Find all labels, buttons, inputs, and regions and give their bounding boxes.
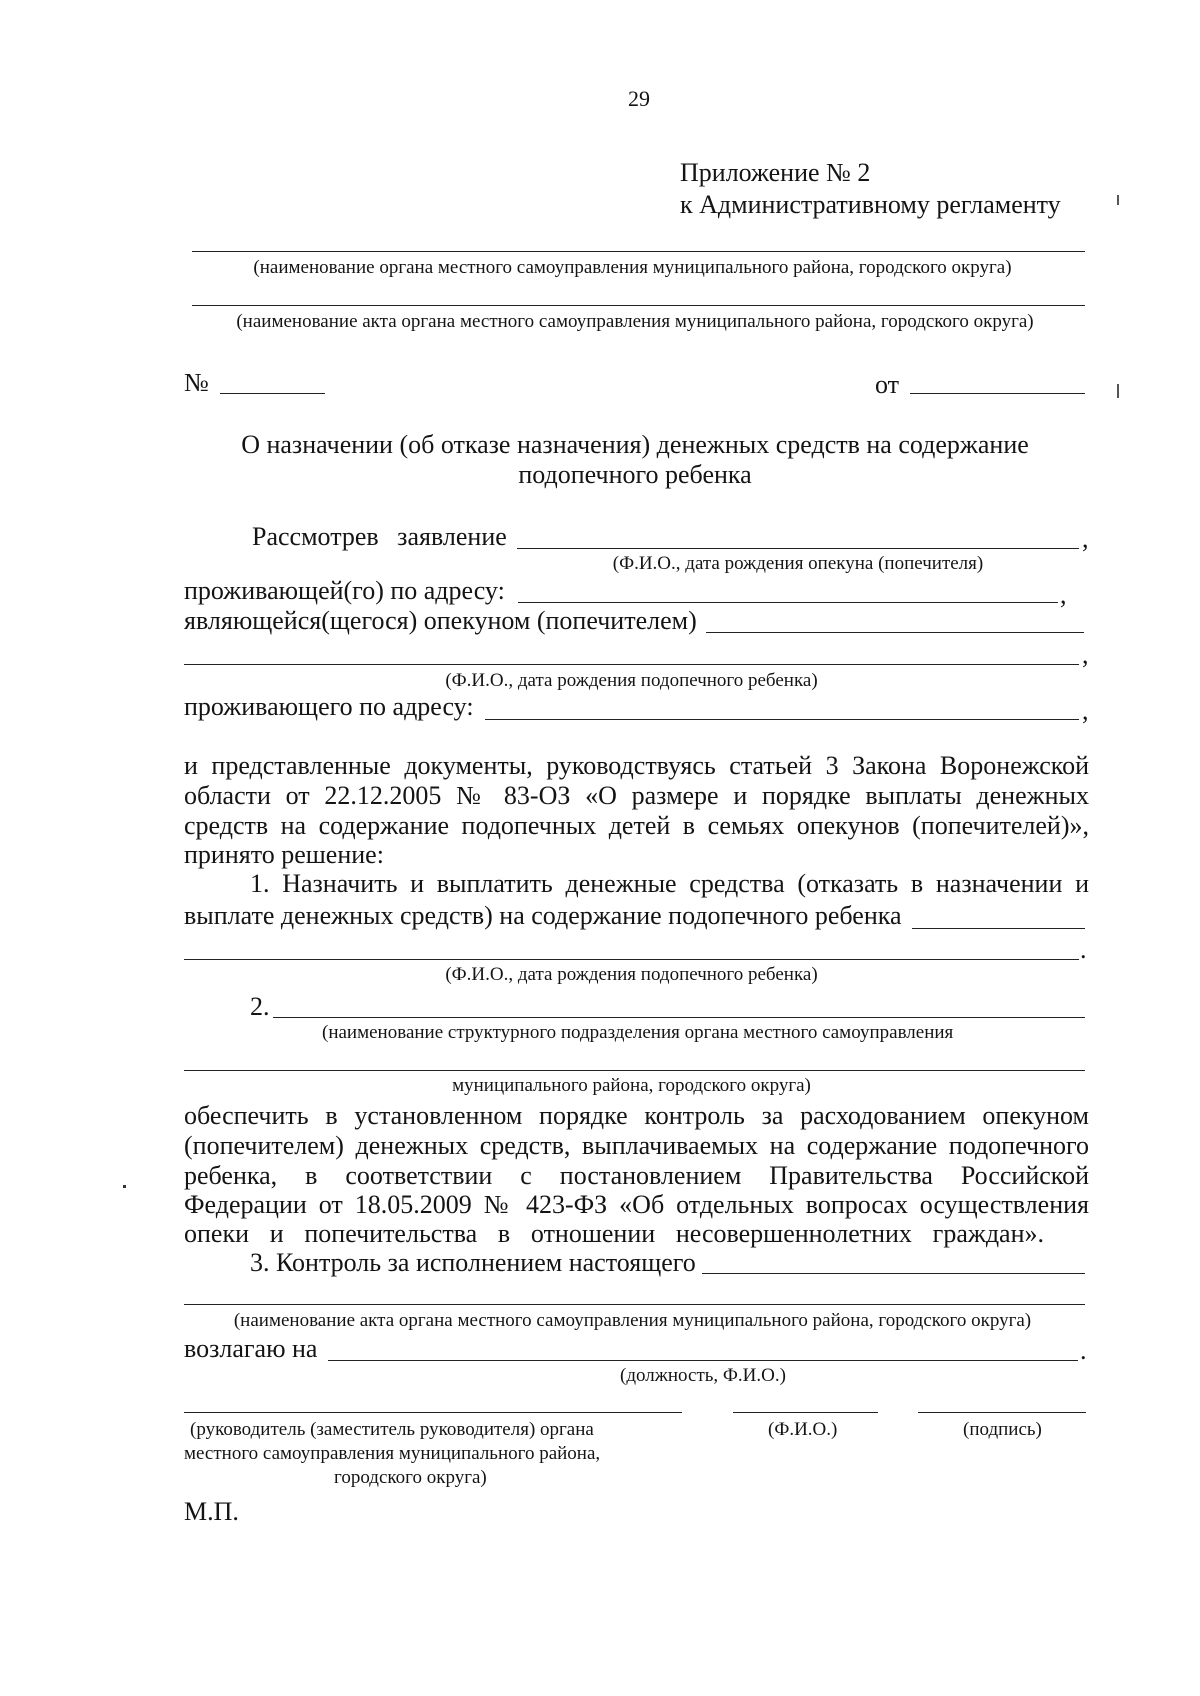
period: . — [1080, 1336, 1087, 1365]
item-1-child-line — [912, 928, 1085, 929]
item-1-line1: 1. Назначить и выплатить денежные средства (отказать в назначении и — [250, 869, 1089, 898]
assign-line — [328, 1360, 1078, 1361]
comma: , — [1060, 580, 1067, 609]
head-signature-line — [184, 1412, 682, 1413]
sign-signature-line — [918, 1412, 1086, 1413]
fio-signature-line — [733, 1412, 878, 1413]
item-3-text: 3. Контроль за исполнением настоящего — [250, 1248, 696, 1277]
item-1-child-line2 — [184, 959, 1079, 960]
head-caption-line2: местного самоуправления муниципального района, — [184, 1443, 601, 1464]
considered-text: Рассмотрев заявление — [252, 522, 507, 551]
stamp-place: М.П. — [184, 1497, 239, 1526]
guardian-address-line — [518, 602, 1058, 603]
date-line — [910, 393, 1085, 394]
subdivision-caption-1: (наименование структурного подразделения органа местного самоуправления — [322, 1022, 954, 1043]
guardian-line — [517, 548, 1079, 549]
item-2-number: 2. — [250, 992, 270, 1021]
item-2-line2 — [184, 1070, 1085, 1071]
comma: , — [1082, 524, 1089, 553]
being-guardian-text: являющейся(щегося) опекуном (попечителем) — [184, 606, 697, 635]
number-label: № — [184, 368, 209, 397]
paragraph-line: и представленные документы, руководствуясь статьей 3 Закона Воронежской — [184, 751, 1089, 780]
guardian-caption: (Ф.И.О., дата рождения опекуна (попечителя) — [612, 553, 984, 574]
item-3-line2 — [184, 1304, 1085, 1305]
fio-caption: (Ф.И.О.) — [768, 1419, 838, 1440]
sign-caption: (подпись) — [963, 1419, 1042, 1440]
paragraph-line: (попечителем) денежных средств, выплачиваемых на содержание подопечного — [184, 1131, 1089, 1160]
paragraph-line: опеки и попечительства в отношении несовершеннолетних граждан». — [184, 1219, 1044, 1248]
act-name-caption-2: (наименование акта органа местного самоуправления муниципального района, городского округа) — [233, 1310, 1032, 1331]
date-label: от — [875, 370, 900, 399]
assign-text: возлагаю на — [184, 1334, 318, 1363]
head-caption-line3: городского округа) — [334, 1467, 487, 1488]
act-name-line — [192, 305, 1085, 306]
act-name-caption: (наименование акта органа местного самоуправления муниципального района, городского округа) — [236, 311, 1034, 332]
org-name-line — [192, 251, 1085, 252]
child-caption-2: (Ф.И.О., дата рождения подопечного ребенка) — [445, 964, 818, 985]
being-guardian-line — [706, 632, 1084, 633]
paragraph-line: ребенка, в соответствии с постановлением Правительства Российской — [184, 1161, 1089, 1190]
paragraph-line: обеспечить в установленном порядке контроль за расходованием опекуном — [184, 1101, 1089, 1130]
paragraph-line: средств на содержание подопечных детей в семьях опекунов (попечителей)», — [184, 811, 1089, 840]
comma: , — [1082, 640, 1089, 669]
page-number: 29 — [628, 86, 650, 111]
number-line — [220, 393, 325, 394]
scan-mark — [123, 1185, 126, 1188]
paragraph-line: принято решение: — [184, 840, 384, 869]
residing-guardian-text: проживающей(го) по адресу: — [184, 576, 505, 605]
paragraph-line: области от 22.12.2005 № 83-ОЗ «О размере и порядке выплаты денежных — [184, 781, 1089, 810]
position-caption: (должность, Ф.И.О.) — [620, 1365, 786, 1386]
residing-child-text: проживающего по адресу: — [184, 692, 474, 721]
child-caption: (Ф.И.О., дата рождения подопечного ребенка) — [445, 670, 818, 691]
appendix-title: Приложение № 2 — [680, 158, 871, 187]
item-1-line2: выплате денежных средств) на содержание подопечного ребенка — [184, 901, 902, 930]
child-address-line — [485, 719, 1079, 720]
child-line — [184, 664, 1079, 665]
comma: , — [1082, 696, 1089, 725]
paragraph-line: Федерации от 18.05.2009 № 423-ФЗ «Об отдельных вопросах осуществления — [184, 1190, 1089, 1219]
document-title-line1: О назначении (об отказе назначения) денежных средств на содержание — [241, 430, 1029, 459]
org-name-caption: (наименование органа местного самоуправления муниципального района, городского округа) — [253, 257, 1012, 278]
scan-mark — [1117, 195, 1119, 205]
item-3-line — [702, 1273, 1085, 1274]
scan-mark — [1117, 384, 1119, 398]
period: . — [1080, 935, 1087, 964]
item-2-line — [273, 1017, 1085, 1018]
appendix-subtitle: к Административному регламенту — [680, 190, 1061, 219]
head-caption-line1: (руководитель (заместитель руководителя) органа — [190, 1419, 594, 1440]
subdivision-caption-2: муниципального района, городского округа) — [452, 1075, 811, 1096]
document-title-line2: подопечного ребенка — [518, 460, 752, 489]
